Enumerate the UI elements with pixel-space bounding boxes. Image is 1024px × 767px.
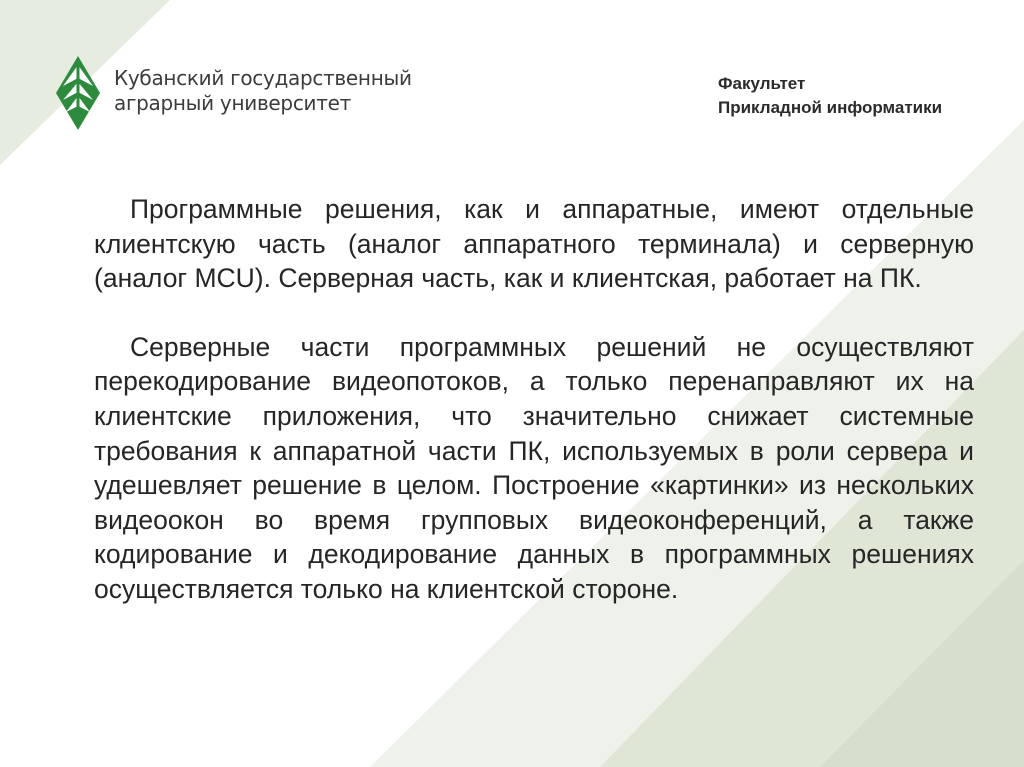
slide-body — [94, 192, 974, 607]
university-name-line2: аграрный университет — [114, 91, 351, 115]
kubsau-leaf-logo-icon — [56, 56, 100, 130]
faculty-line1: Факультет — [718, 74, 806, 93]
university-name-line1: Кубанский государственный — [114, 66, 412, 90]
faculty-name — [718, 72, 942, 120]
paragraph-1: Программные решения, как и аппаратные, имеют отдельные клиентскую часть (аналог аппаратного терминала) и серверную (аналог MCU). Серверная часть, как и клиентская, работает на ПК. — [94, 194, 974, 294]
paragraph-2: Серверные части программных решений не осуществляют перекодирование видеопотоков, а только перенаправляют их на клиентские приложения, что значительно снижает системные требования к аппаратной части ПК, используемых в роли сервера и удешевляет решение в целом. Построение «картинки» из нескольких видеоокон во время групповых видеоконференций, а также кодирование и декодирование данных в программных решениях осуществляется только на клиентской стороне. — [94, 331, 974, 604]
faculty-line2: Прикладной информатики — [718, 98, 943, 117]
university-name — [114, 66, 412, 116]
